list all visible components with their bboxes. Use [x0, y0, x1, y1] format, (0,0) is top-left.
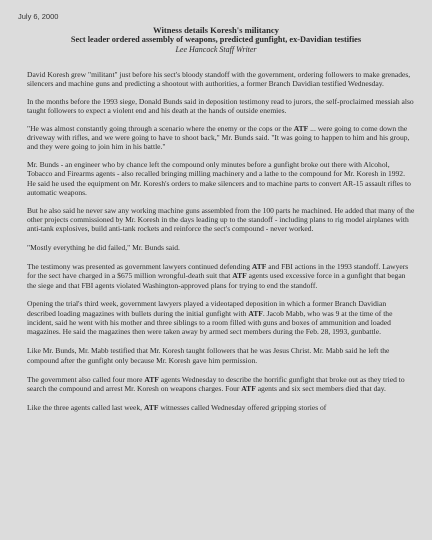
emphasis: ATF — [248, 308, 263, 318]
emphasis: ATF — [143, 402, 159, 412]
paragraph: Like Mr. Bunds, Mr. Mabb testified that Mr. Koresh taught followers that he was Jesus Christ. Mr. Mabb said he left the compound after the gunfight only because Mr. Koresh gave him permission. — [27, 346, 390, 365]
paragraph: Mr. Bunds - an engineer who by chance left the compound only minutes before a gunfight broke out there with Alcohol, Tobacco and Firearms agents - also recalled bringing milling machinery and a lathe to the compound for Mr. Koresh in 1992. He said he used the equipment on Mr. Koresh's orders to make silencers and to machine parts to convert AR-15 assault rifles to automatic weapons. — [27, 159, 411, 197]
article-header — [26, 25, 406, 55]
paragraph: But he also said he never saw any working machine guns assembled from the 100 parts he machined. He added that many of the other projects commissioned by Mr. Koresh in the days leading up to the standoff - including plans to rig model airplanes with anti-tank explosives, build anti-tank rockets and reinforce the sect's compound - never worked. — [27, 205, 415, 234]
emphasis: ATF — [241, 383, 256, 393]
paragraph: David Koresh grew "militant" just before his sect's bloody standoff with the government, ordering followers to make grenades, silencers and machine guns and predicting a shootout with authorities, a former Branch Davidian testified Wednesday. — [27, 70, 411, 89]
emphasis: ATF — [232, 271, 247, 281]
emphasis: ATF — [251, 261, 267, 271]
paragraph: The testimony was presented as government lawyers continued defending ATF and FBI actions in the 1993 standoff. Lawyers for the sect have charged in a $675 million wrongful-death suit that ATF agents used excessive force in a gunfight that began the siege and that FBI agents violated Washington-approved plans for trying to end the standoff. — [27, 261, 409, 290]
emphasis: ATF — [293, 123, 309, 133]
subheadline: Sect leader ordered assembly of weapons, predicted gunfight, ex-Davidian testifies — [70, 35, 362, 44]
byline: Lee Hancock Staff Writer — [175, 45, 257, 54]
emphasis: ATF — [144, 374, 159, 384]
paragraph: Opening the trial's third week, government lawyers played a videotaped deposition in which a former Branch Davidian described loading magazines with bullets during the initial gunfight with ATF. Jacob Mabb, who was 9 at the time of the incident, said he went with his mother and three siblings to a room filled with guns and boxes of ammunition and loaded magazines. He said the magazines then were taken away by armed sect members during the Feb. 28, 1993, gunbattle. — [27, 299, 393, 337]
paragraph: "Mostly everything he did failed," Mr. Bunds said. — [27, 243, 180, 253]
paragraph: "He was almost constantly going through a scenario where the enemy or the cops or the ATF ... were going to come down the driveway with rifles, and we were going to have to shoot back," Mr. Bunds said. "It was going to happen to him and his group, and they were going to join him in his battle." — [27, 123, 410, 152]
article-body — [27, 70, 415, 420]
paragraph: The government also called four more ATF agents Wednesday to describe the horrific gunfight that broke out as they tried to search the compound and arrest Mr. Koresh on weapons charges. Four ATF agents and six sect members died that day. — [27, 374, 405, 393]
article-date: July 6, 2000 — [18, 12, 59, 21]
paragraph: In the months before the 1993 siege, Donald Bunds said in deposition testimony read to jurors, the self-proclaimed messiah also taught followers to expect a violent end and his death at the hands of outside enemies. — [27, 96, 414, 116]
paragraph: Like the three agents called last week, ATF witnesses called Wednesday offered gripping stories of — [27, 402, 327, 412]
headline: Witness details Koresh's militancy — [153, 25, 279, 35]
